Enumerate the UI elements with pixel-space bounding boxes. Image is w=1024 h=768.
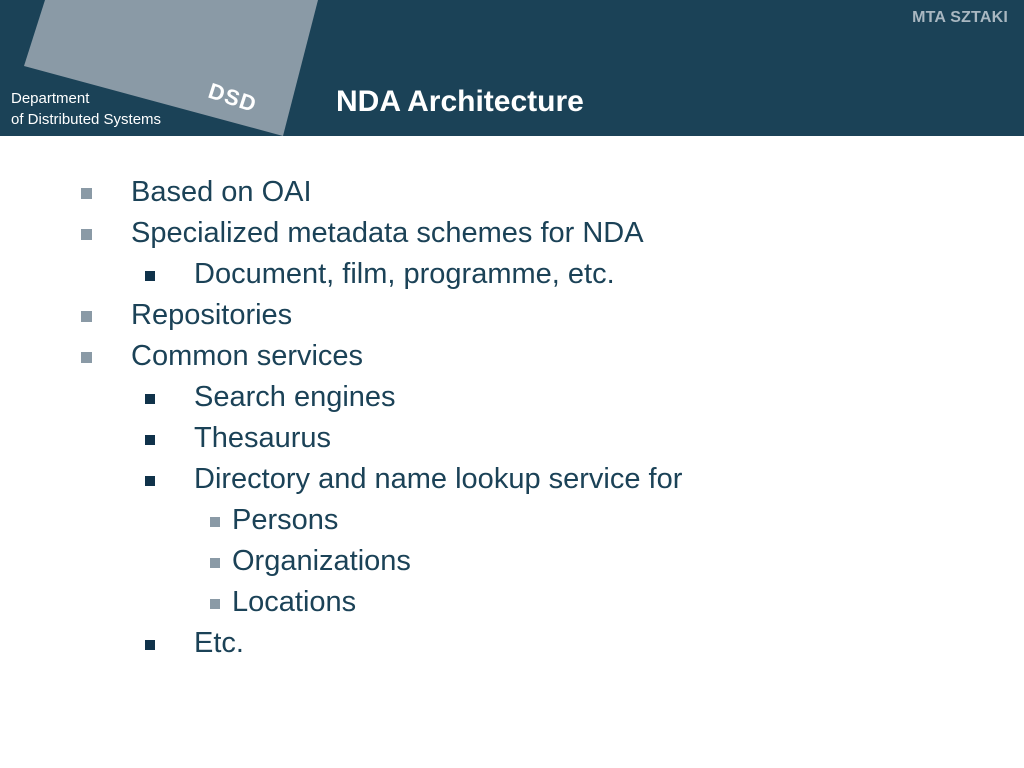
bullet-text: Document, film, programme, etc.	[194, 258, 615, 290]
bullet-text: Specialized metadata schemes for NDA	[131, 217, 644, 249]
sub-bullet-item	[0, 623, 1024, 664]
sub-bullet-item	[0, 254, 1024, 295]
bullet-item	[0, 213, 1024, 254]
bullet-text: Thesaurus	[194, 422, 332, 454]
sub-bullet-item	[0, 418, 1024, 459]
organization-name: MTA SZTAKI	[912, 9, 1008, 26]
sub-sub-bullet-item	[0, 582, 1024, 623]
square-bullet-icon	[81, 311, 92, 322]
square-bullet-icon	[81, 229, 92, 240]
sub-sub-bullet-item	[0, 500, 1024, 541]
sub-bullet-item	[0, 377, 1024, 418]
bullet-text: Based on OAI	[131, 176, 312, 208]
square-bullet-icon	[81, 188, 92, 199]
square-bullet-icon	[210, 599, 220, 609]
square-bullet-icon	[145, 640, 155, 650]
square-bullet-icon	[81, 352, 92, 363]
bullet-item	[0, 336, 1024, 377]
department-name-line1: Department	[11, 90, 90, 107]
dsd-logo: DSD	[205, 78, 261, 118]
square-bullet-icon	[145, 271, 155, 281]
bullet-text: Search engines	[194, 381, 396, 413]
bullet-list	[0, 172, 1024, 664]
slide-title: NDA Architecture	[336, 85, 584, 118]
bullet-text: Directory and name lookup service for	[194, 463, 683, 495]
square-bullet-icon	[210, 558, 220, 568]
bullet-text: Locations	[232, 586, 357, 618]
bullet-text: Persons	[232, 504, 339, 536]
square-bullet-icon	[145, 394, 155, 404]
square-bullet-icon	[145, 435, 155, 445]
sub-sub-bullet-item	[0, 541, 1024, 582]
bullet-item	[0, 295, 1024, 336]
bullet-item	[0, 172, 1024, 213]
bullet-text: Etc.	[194, 627, 244, 659]
department-name-line2: of Distributed Systems	[11, 111, 162, 128]
square-bullet-icon	[210, 517, 220, 527]
bullet-text: Common services	[131, 340, 364, 372]
bullet-text: Organizations	[232, 545, 411, 577]
square-bullet-icon	[145, 476, 155, 486]
bullet-text: Repositories	[131, 299, 293, 331]
sub-bullet-item	[0, 459, 1024, 500]
header-bar	[0, 0, 1024, 136]
